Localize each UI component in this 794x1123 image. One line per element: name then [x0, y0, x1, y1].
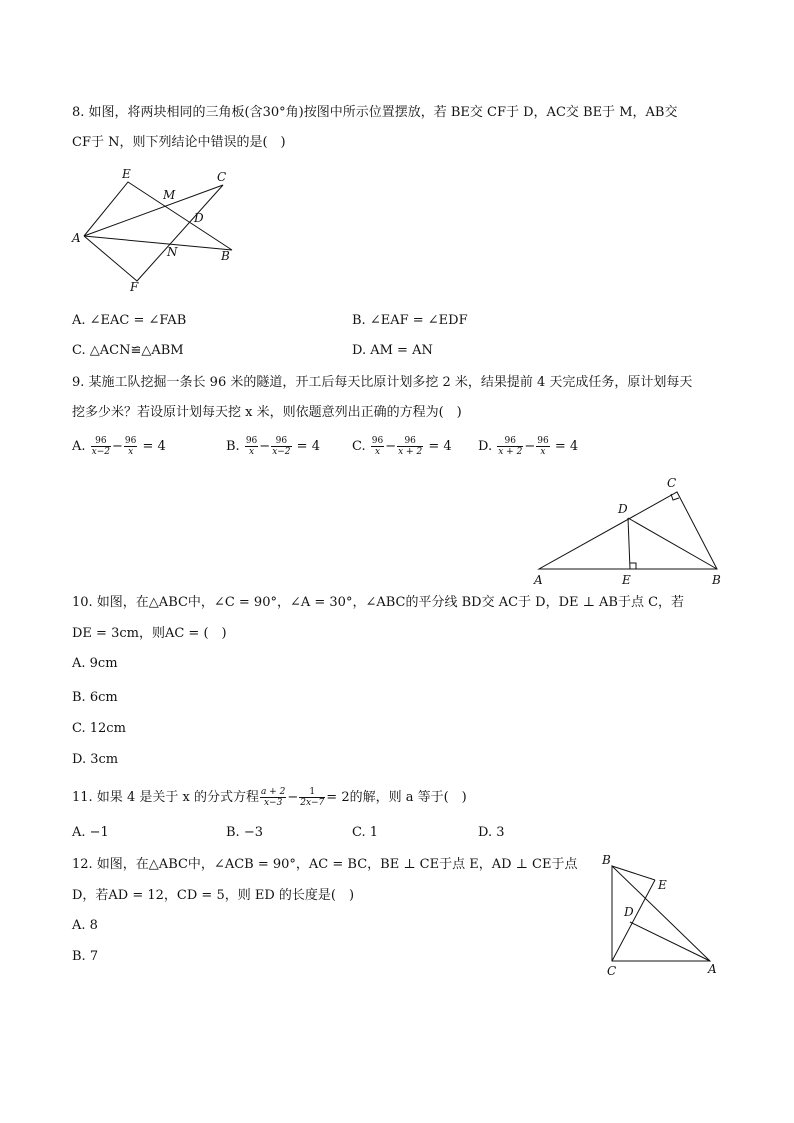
q10-label-d: D: [618, 502, 628, 516]
q9-text-line2: 挖多少米？若设原计划每天挖 x 米，则依题意列出正确的方程为( ): [72, 405, 462, 420]
q12-label-e: E: [658, 878, 667, 892]
q9-option-d: D. $\frac{96}{x + 2}$ − $\frac{96}{x}$ = 4: [478, 436, 579, 457]
q9-option-c: C. $\frac{96}{x}$ − $\frac{96}{x + 2}$ = 4: [352, 436, 452, 457]
q10-figure: [530, 474, 730, 590]
q10-option-c: C. 12cm: [72, 721, 126, 736]
q12-label-c: C: [607, 964, 617, 978]
q11-option-c: C. 1: [352, 825, 379, 840]
q8-option-b: B. ∠EAF = ∠EDF: [352, 313, 468, 328]
q8-option-d: D. AM = AN: [352, 343, 433, 358]
q8-label-c: C: [217, 170, 227, 184]
q8-text-line1: 8. 如图，将两块相同的三角板(含30°角)按图中所示位置摆放，若 BE交 CF于 D，AC交 BE于 M，AB交: [72, 105, 678, 120]
q8-label-n: N: [167, 245, 178, 259]
q8-label-b: B: [221, 249, 230, 263]
q8-label-e: E: [122, 167, 131, 181]
q10-option-a: A. 9cm: [72, 656, 118, 671]
q9-text-line1: 9. 某施工队挖掘一条长 96 米的隧道，开工后每天比原计划多挖 2 米，结果提前 4 天完成任务，原计划每天: [72, 375, 693, 390]
q12-label-a: A: [708, 962, 717, 976]
q8-label-m: M: [163, 188, 176, 202]
q10-text-line1: 10. 如图，在△ABC中，∠C = 90°，∠A = 30°，∠ABC的平分线 BD交 AC于 D，DE ⊥ AB于点 C，若: [72, 595, 685, 610]
q12-option-a: A. 8: [72, 918, 98, 933]
q11-option-b: B. −3: [226, 825, 263, 840]
q11-text: 11. 如果 4 是关于 x 的分式方程 $\frac{a + 2}{x-3}$ − $\frac{1}{2x-7}$ = 2的解，则 a 等于( ): [72, 787, 467, 808]
q8-option-a: A. ∠EAC = ∠FAB: [72, 313, 187, 328]
q9-option-b: B. $\frac{96}{x}$ − $\frac{96}{x-2}$ = 4: [226, 436, 320, 457]
q12-label-b: B: [602, 853, 611, 867]
q12-text-line2: D，若AD = 12，CD = 5，则 ED 的长度是( ): [72, 888, 355, 903]
q8-label-a: A: [72, 231, 81, 245]
q8-label-f: F: [130, 280, 139, 294]
q10-label-b: B: [712, 573, 721, 587]
q8-label-d: D: [194, 211, 204, 225]
q11-option-d: D. 3: [478, 825, 505, 840]
q11-option-a: A. −1: [72, 825, 109, 840]
q12-text-line1: 12. 如图，在△ABC中，∠ACB = 90°，AC = BC，BE ⊥ CE于点 E，AD ⊥ CE于点: [72, 857, 578, 872]
q8-text-line2: CF于 N，则下列结论中错误的是( ): [72, 135, 286, 150]
q10-label-e: E: [622, 573, 631, 587]
q12-option-b: B. 7: [72, 949, 99, 964]
q12-figure: [596, 850, 726, 980]
q9-option-a: A. $\frac{96}{x-2}$ − $\frac{96}{x}$ = 4: [72, 436, 166, 457]
q10-option-d: D. 3cm: [72, 752, 119, 767]
q8-figure: [66, 165, 246, 295]
q8-option-c: C. △ACN≌△ABM: [72, 343, 184, 358]
q10-label-c: C: [667, 476, 677, 490]
q12-label-d: D: [624, 905, 634, 919]
q10-option-b: B. 6cm: [72, 690, 118, 705]
q10-text-line2: DE = 3cm，则AC = ( ): [72, 626, 227, 641]
q10-label-a: A: [534, 573, 543, 587]
